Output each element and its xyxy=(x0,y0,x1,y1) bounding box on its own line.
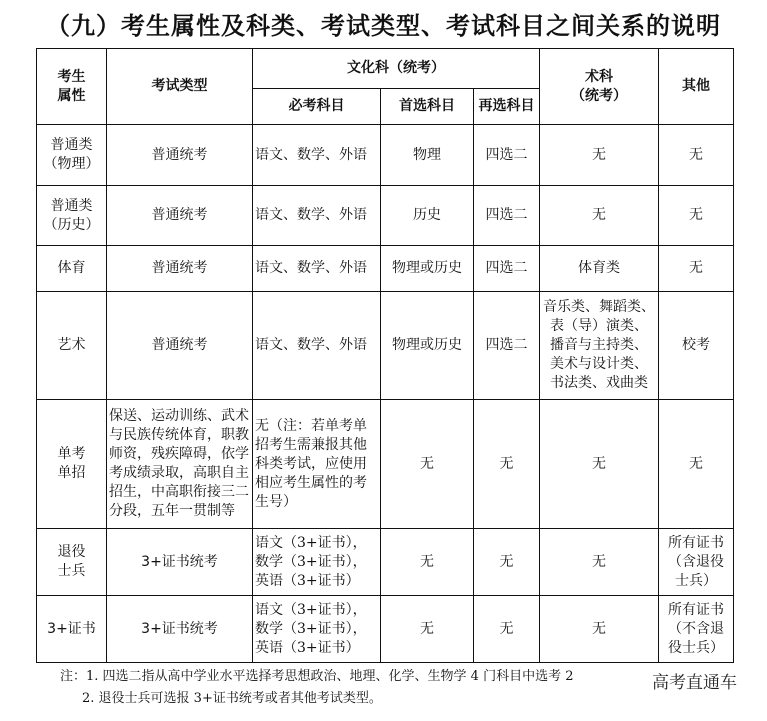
table-row xyxy=(37,246,734,292)
cell-reselect: 四选二 xyxy=(474,246,540,292)
watermark-logo: 高考直通车 xyxy=(650,668,739,693)
cell-required: 语文、数学、外语 xyxy=(253,246,381,292)
header-required: 必考科目 xyxy=(253,89,381,125)
notes xyxy=(60,666,573,710)
cell-attribute: 退役 士兵 xyxy=(37,529,107,596)
cell-art-skill: 体育类 xyxy=(540,246,659,292)
header-attribute: 考生 属性 xyxy=(37,49,107,125)
cell-exam-type: 普通统考 xyxy=(107,292,253,400)
cell-first-choice: 物理或历史 xyxy=(381,246,474,292)
cell-reselect: 四选二 xyxy=(474,292,540,400)
cell-first-choice: 物理 xyxy=(381,125,474,186)
cell-other: 无 xyxy=(659,125,734,186)
cell-exam-type: 普通统考 xyxy=(107,246,253,292)
header-other: 其他 xyxy=(659,49,734,125)
cell-required: 语文、数学、外语 xyxy=(253,186,381,246)
cell-first-choice: 无 xyxy=(381,529,474,596)
cell-first-choice: 物理或历史 xyxy=(381,292,474,400)
cell-reselect: 四选二 xyxy=(474,186,540,246)
cell-exam-type: 普通统考 xyxy=(107,125,253,186)
page-title: （九）考生属性及科类、考试类型、考试科目之间关系的说明 xyxy=(46,11,721,40)
cell-other: 所有证书 （含退役 士兵） xyxy=(659,529,734,596)
cell-attribute: 体育 xyxy=(37,246,107,292)
cell-other: 校考 xyxy=(659,292,734,400)
cell-required: 无（注：若单考单 招考生需兼报其他 科类考试，应使用 相应考生属性的考 生号） xyxy=(253,400,381,529)
cell-exam-type: 3+证书统考 xyxy=(107,529,253,596)
table-row xyxy=(37,186,734,246)
cell-first-choice: 历史 xyxy=(381,186,474,246)
cell-exam-type: 普通统考 xyxy=(107,186,253,246)
note-line-1: 注：1. 四选二指从高中学业水平选择考思想政治、地理、化学、生物学 4 门科目中选考 2 xyxy=(60,669,574,684)
cell-attribute: 艺术 xyxy=(37,292,107,400)
cell-first-choice: 无 xyxy=(381,400,474,529)
cell-art-skill: 无 xyxy=(540,125,659,186)
table-row xyxy=(37,400,734,529)
table-row xyxy=(37,529,734,596)
cell-reselect: 四选二 xyxy=(474,125,540,186)
cell-other: 所有证书 （不含退 役士兵） xyxy=(659,596,734,663)
table-row xyxy=(37,596,734,663)
cell-required: 语文（3+证书）， 数学（3+证书）， 英语（3+证书） xyxy=(253,596,381,663)
cell-exam-type: 保送、运动训练、武术 与民族传统体育，职教 师资，残疾障碍，依学 考成绩录取，高职自主 招生，中高职衔接三二 分段，五年一贯制等 xyxy=(107,400,253,529)
cell-required: 语文、数学、外语 xyxy=(253,292,381,400)
cell-attribute: 普通类 （物理） xyxy=(37,125,107,186)
cell-exam-type: 3+证书统考 xyxy=(107,596,253,663)
cell-attribute: 普通类 （历史） xyxy=(37,186,107,246)
header-row-1 xyxy=(37,49,734,89)
cell-other: 无 xyxy=(659,400,734,529)
header-reselect: 再选科目 xyxy=(474,89,540,125)
cell-required: 语文（3+证书）， 数学（3+证书）， 英语（3+证书） xyxy=(253,529,381,596)
cell-art-skill: 无 xyxy=(540,529,659,596)
cell-reselect: 无 xyxy=(474,596,540,663)
cell-attribute: 3+证书 xyxy=(37,596,107,663)
cell-other: 无 xyxy=(659,186,734,246)
cell-other: 无 xyxy=(659,246,734,292)
cell-first-choice: 无 xyxy=(381,596,474,663)
cell-art-skill: 音乐类、舞蹈类、 表（导）演类、 播音与主持类、 美术与设计类、 书法类、戏曲类 xyxy=(540,292,659,400)
table-row xyxy=(37,125,734,186)
note-line-2: 2. 退役士兵可选报 3+证书统考或者其他考试类型。 xyxy=(82,691,382,706)
cell-reselect: 无 xyxy=(474,529,540,596)
cell-required: 语文、数学、外语 xyxy=(253,125,381,186)
relation-table xyxy=(36,48,734,663)
table-row xyxy=(37,292,734,400)
header-culture: 文化科（统考） xyxy=(253,49,540,89)
cell-reselect: 无 xyxy=(474,400,540,529)
cell-art-skill: 无 xyxy=(540,186,659,246)
cell-art-skill: 无 xyxy=(540,400,659,529)
header-exam-type: 考试类型 xyxy=(107,49,253,125)
cell-art-skill: 无 xyxy=(540,596,659,663)
header-first-choice: 首选科目 xyxy=(381,89,474,125)
cell-attribute: 单考 单招 xyxy=(37,400,107,529)
header-art-skill: 术科 （统考） xyxy=(540,49,659,125)
